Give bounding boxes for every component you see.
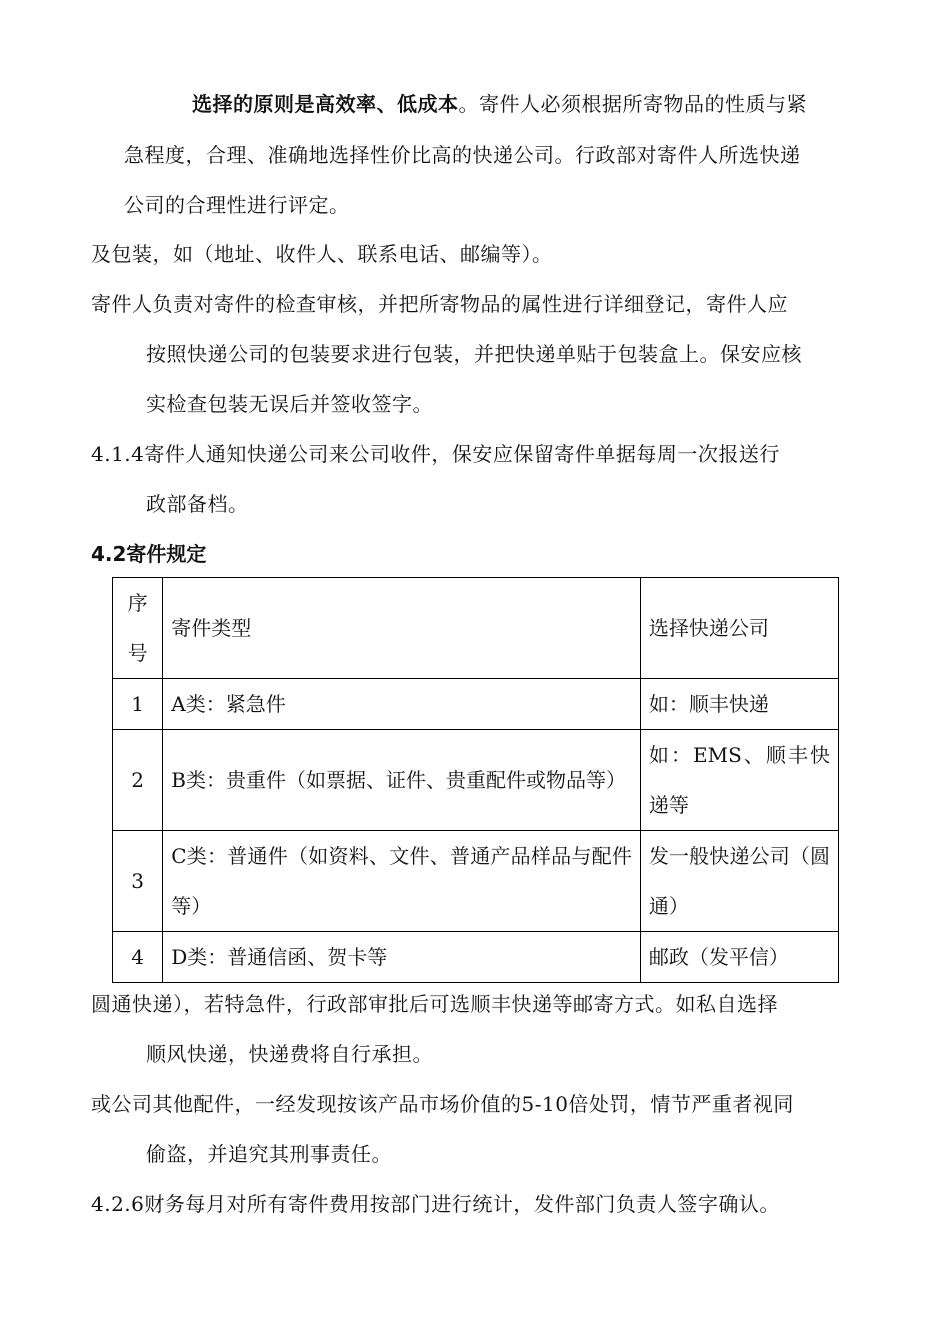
table-header-company: [640, 578, 838, 679]
paragraph-4-line-1: 4.1.4寄件人通知快递公司来公司收件，保安应保留寄件单据每周一次报送行: [91, 442, 780, 466]
table-cell-type: [163, 679, 641, 730]
table-cell-company: [640, 730, 838, 831]
table-cell-type-text: A类：紧急件: [171, 692, 286, 716]
table-cell-company-text: 邮政（发平信）: [648, 945, 789, 969]
table-header-row: [113, 578, 839, 679]
paragraph-6-line-1: 或公司其他配件，一经发现按该产品市场价值的5-10倍处罚，情节严重者视同: [91, 1092, 794, 1116]
paragraph-3-line-3: 实检查包装无误后并签收签字。: [146, 392, 433, 416]
paragraph-2-line-1: 及包装，如（地址、收件人、联系电话、邮编等）。: [91, 242, 553, 266]
table-header-company-text: 选择快递公司: [648, 616, 769, 640]
table-cell-company: [640, 932, 838, 983]
table-cell-company-text: 如：EMS、顺丰快递等: [648, 743, 830, 817]
table-cell-company: [640, 679, 838, 730]
table-cell-no: 1: [113, 679, 163, 730]
table-cell-type-text: C类：普通件（如资料、文件、普通产品样品与配件等）: [171, 844, 632, 918]
table-cell-no: 3: [113, 831, 163, 932]
table-cell-type-text: B类：贵重件（如票据、证件、贵重配件或物品等）: [171, 768, 626, 792]
table-cell-type: [163, 932, 641, 983]
table-cell-no: 2: [113, 730, 163, 831]
table-row: [113, 679, 839, 730]
table-cell-no: 4: [113, 932, 163, 983]
table-row: [113, 831, 839, 932]
table-header-no-char-2: 号: [127, 641, 148, 665]
table-cell-type-text: D类：普通信函、贺卡等: [171, 945, 388, 969]
table-header-type: [163, 578, 641, 679]
table-header-type-text: 寄件类型: [171, 616, 252, 640]
shipping-rules-table: [112, 577, 839, 983]
table-row: [113, 932, 839, 983]
paragraph-5-line-2: 顺风快递，快递费将自行承担。: [146, 1042, 433, 1066]
paragraph-3-line-1: 寄件人负责对寄件的检查审核，并把所寄物品的属性进行详细登记，寄件人应: [91, 292, 788, 316]
paragraph-7-line-1: 4.2.6财务每月对所有寄件费用按部门进行统计，发件部门负责人签字确认。: [91, 1192, 780, 1216]
table-header-no: [113, 578, 163, 679]
table-cell-company-text: 如：顺丰快递: [648, 692, 769, 716]
paragraph-1-bold-text: 选择的原则是高效率、低成本: [192, 92, 459, 116]
paragraph-6-line-2: 偷盗，并追究其刑事责任。: [146, 1142, 392, 1166]
section-heading: 4.2寄件规定: [91, 542, 207, 566]
paragraph-5-line-1: 圆通快递），若特急件，行政部审批后可选顺丰快递等邮寄方式。如私自选择: [91, 992, 778, 1016]
table-cell-company-text: 发一般快递公司（圆通）: [648, 844, 830, 918]
paragraph-3-line-2: 按照快递公司的包装要求进行包装，并把快递单贴于包装盒上。保安应核: [146, 342, 802, 366]
table-cell-type: [163, 831, 641, 932]
paragraph-1-line-1: [192, 92, 807, 116]
table-cell-company: [640, 831, 838, 932]
table-header-no-char-1: 序: [127, 591, 148, 615]
paragraph-1-line-3: 公司的合理性进行评定。: [124, 193, 350, 217]
paragraph-1-text: 。寄件人必须根据所寄物品的性质与紧: [458, 92, 807, 116]
table-cell-type: [163, 730, 641, 831]
paragraph-4-line-2: 政部备档。: [146, 492, 249, 516]
paragraph-1-line-2: 急程度，合理、准确地选择性价比高的快递公司。行政部对寄件人所选快递: [124, 143, 801, 167]
table-row: [113, 730, 839, 831]
